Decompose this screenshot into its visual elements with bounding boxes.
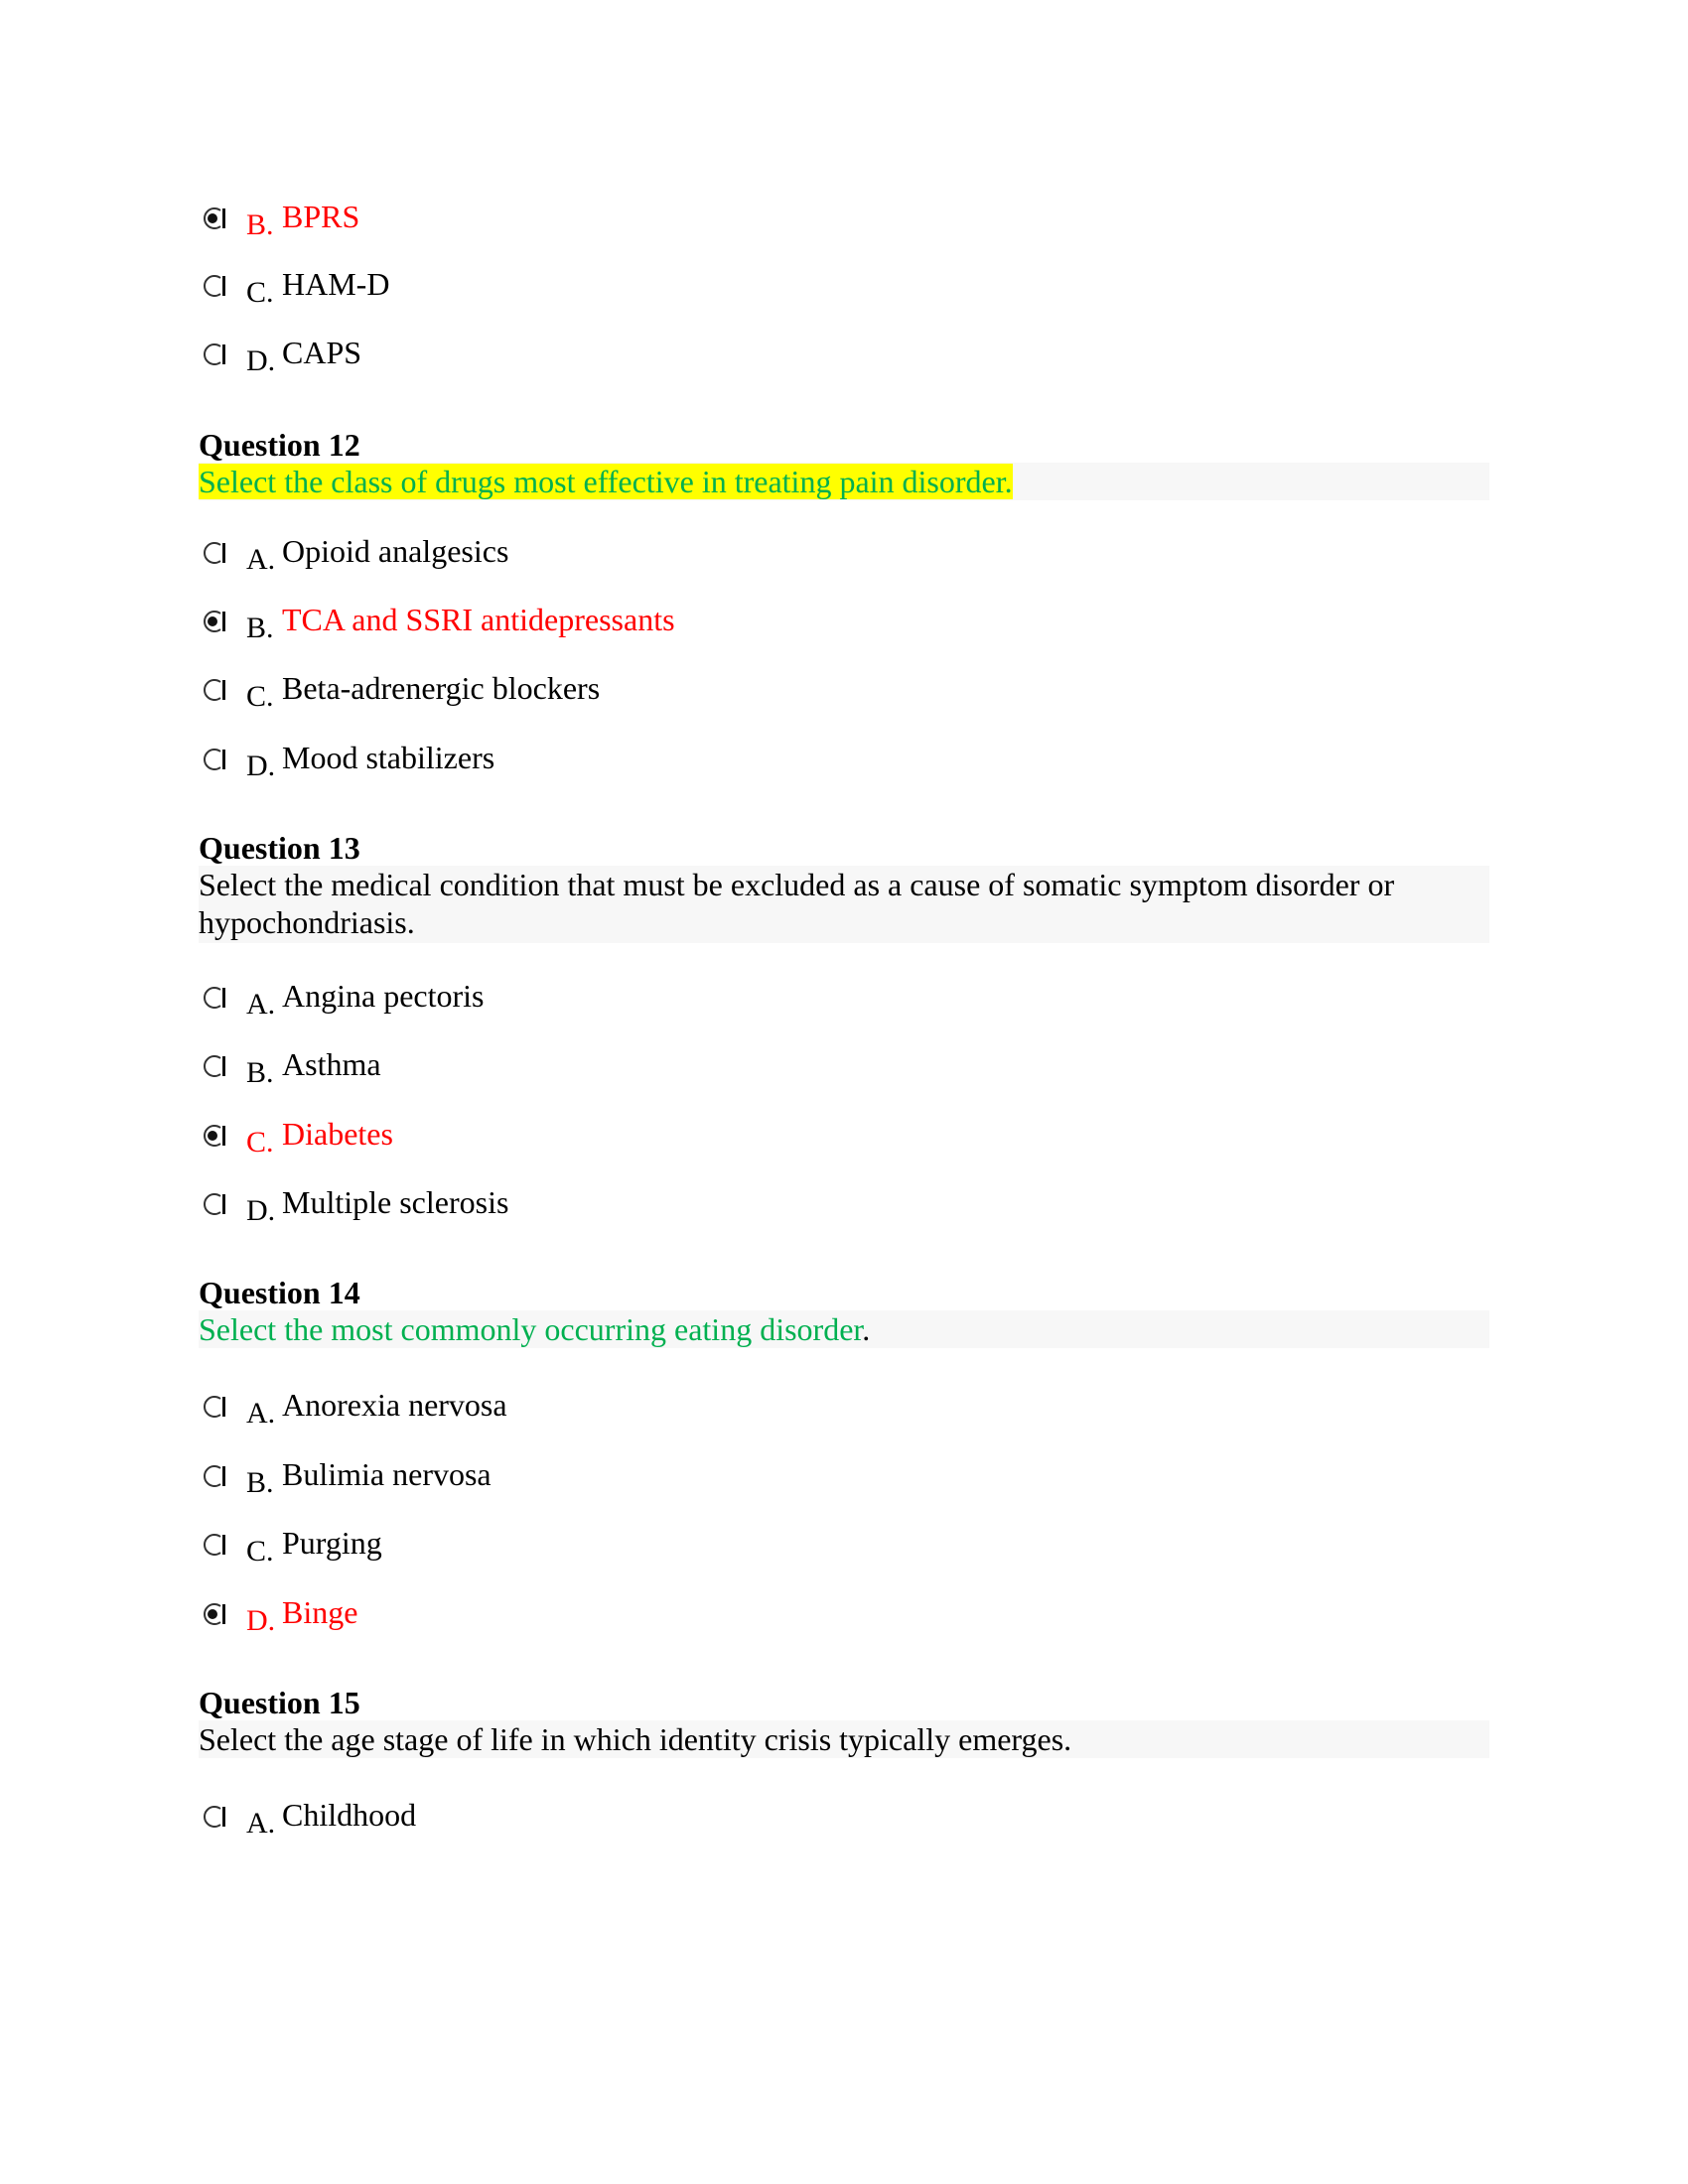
radio-selected-icon[interactable] bbox=[201, 205, 228, 232]
radio-selected-icon[interactable] bbox=[201, 1600, 228, 1628]
option-text: CAPS bbox=[282, 335, 362, 370]
option-letter: C. bbox=[246, 680, 274, 713]
radio-empty-icon[interactable] bbox=[201, 746, 228, 773]
option-row[interactable] bbox=[199, 199, 1192, 242]
question-prompt-text: Select the age stage of life in which identity crisis typically emerges. bbox=[199, 1721, 1072, 1757]
option-letter: A. bbox=[246, 1397, 276, 1430]
question-title: Question 12 bbox=[199, 427, 360, 463]
option-row[interactable] bbox=[199, 670, 1192, 714]
question-prompt-text: Select the medical condition that must be excluded as a cause of somatic symptom disorder or hypochondriasis. bbox=[199, 867, 1395, 940]
option-row[interactable] bbox=[199, 1387, 1192, 1431]
option-letter: B. bbox=[246, 1056, 274, 1089]
option-row[interactable] bbox=[199, 1116, 1192, 1160]
question-prompt bbox=[199, 463, 1489, 500]
option-letter: A. bbox=[246, 543, 276, 576]
option-letter: D. bbox=[246, 344, 276, 377]
question-prompt bbox=[199, 1310, 1489, 1348]
option-letter: D. bbox=[246, 1604, 276, 1637]
question-prompt bbox=[199, 1720, 1489, 1758]
option-text: Asthma bbox=[282, 1046, 381, 1082]
option-row[interactable] bbox=[199, 1594, 1192, 1638]
option-row[interactable] bbox=[199, 335, 1192, 378]
radio-empty-icon[interactable] bbox=[201, 1803, 228, 1831]
option-letter: B. bbox=[246, 1466, 274, 1499]
radio-empty-icon[interactable] bbox=[201, 676, 228, 704]
option-text: Bulimia nervosa bbox=[282, 1456, 492, 1492]
option-row[interactable] bbox=[199, 1046, 1192, 1090]
option-letter: C. bbox=[246, 1535, 274, 1568]
option-text: Beta-adrenergic blockers bbox=[282, 670, 601, 706]
question-title: Question 13 bbox=[199, 830, 360, 866]
radio-empty-icon[interactable] bbox=[201, 1462, 228, 1490]
option-text: Angina pectoris bbox=[282, 978, 485, 1014]
radio-empty-icon[interactable] bbox=[201, 272, 228, 300]
option-text: Binge bbox=[282, 1594, 358, 1630]
radio-empty-icon[interactable] bbox=[201, 1190, 228, 1218]
option-text: HAM-D bbox=[282, 266, 390, 302]
radio-empty-icon[interactable] bbox=[201, 1052, 228, 1080]
radio-empty-icon[interactable] bbox=[201, 341, 228, 368]
option-text: Opioid analgesics bbox=[282, 533, 509, 569]
question-prompt-text: Select the most commonly occurring eating disorder bbox=[199, 1311, 863, 1347]
question-title: Question 14 bbox=[199, 1275, 360, 1310]
option-row[interactable] bbox=[199, 1797, 1192, 1841]
option-letter: D. bbox=[246, 750, 276, 782]
option-letter: A. bbox=[246, 1807, 276, 1840]
radio-empty-icon[interactable] bbox=[201, 1531, 228, 1559]
option-row[interactable] bbox=[199, 602, 1192, 645]
question-prompt bbox=[199, 866, 1489, 943]
option-text: BPRS bbox=[282, 199, 360, 234]
question-prompt-period: . bbox=[862, 1311, 871, 1347]
option-row[interactable] bbox=[199, 978, 1192, 1022]
option-row[interactable] bbox=[199, 533, 1192, 577]
option-row[interactable] bbox=[199, 1184, 1192, 1228]
option-letter: C. bbox=[246, 276, 274, 309]
option-text: Purging bbox=[282, 1525, 382, 1561]
option-letter: D. bbox=[246, 1194, 276, 1227]
question-prompt-text: Select the class of drugs most effective in treating pain disorder. bbox=[199, 464, 1013, 499]
option-text: Multiple sclerosis bbox=[282, 1184, 509, 1220]
option-row[interactable] bbox=[199, 1525, 1192, 1569]
option-row[interactable] bbox=[199, 1456, 1192, 1500]
radio-selected-icon[interactable] bbox=[201, 1122, 228, 1150]
option-letter: A. bbox=[246, 988, 276, 1021]
radio-selected-icon[interactable] bbox=[201, 608, 228, 635]
option-letter: B. bbox=[246, 612, 274, 644]
option-letter: B. bbox=[246, 208, 274, 241]
radio-empty-icon[interactable] bbox=[201, 539, 228, 567]
option-text: Diabetes bbox=[282, 1116, 393, 1152]
radio-empty-icon[interactable] bbox=[201, 1393, 228, 1421]
option-letter: C. bbox=[246, 1126, 274, 1159]
option-text: Anorexia nervosa bbox=[282, 1387, 507, 1423]
option-text: Mood stabilizers bbox=[282, 740, 495, 775]
question-title: Question 15 bbox=[199, 1685, 360, 1720]
radio-empty-icon[interactable] bbox=[201, 984, 228, 1012]
option-text: TCA and SSRI antidepressants bbox=[282, 602, 675, 637]
option-row[interactable] bbox=[199, 266, 1192, 310]
option-row[interactable] bbox=[199, 740, 1192, 783]
option-text: Childhood bbox=[282, 1797, 417, 1833]
